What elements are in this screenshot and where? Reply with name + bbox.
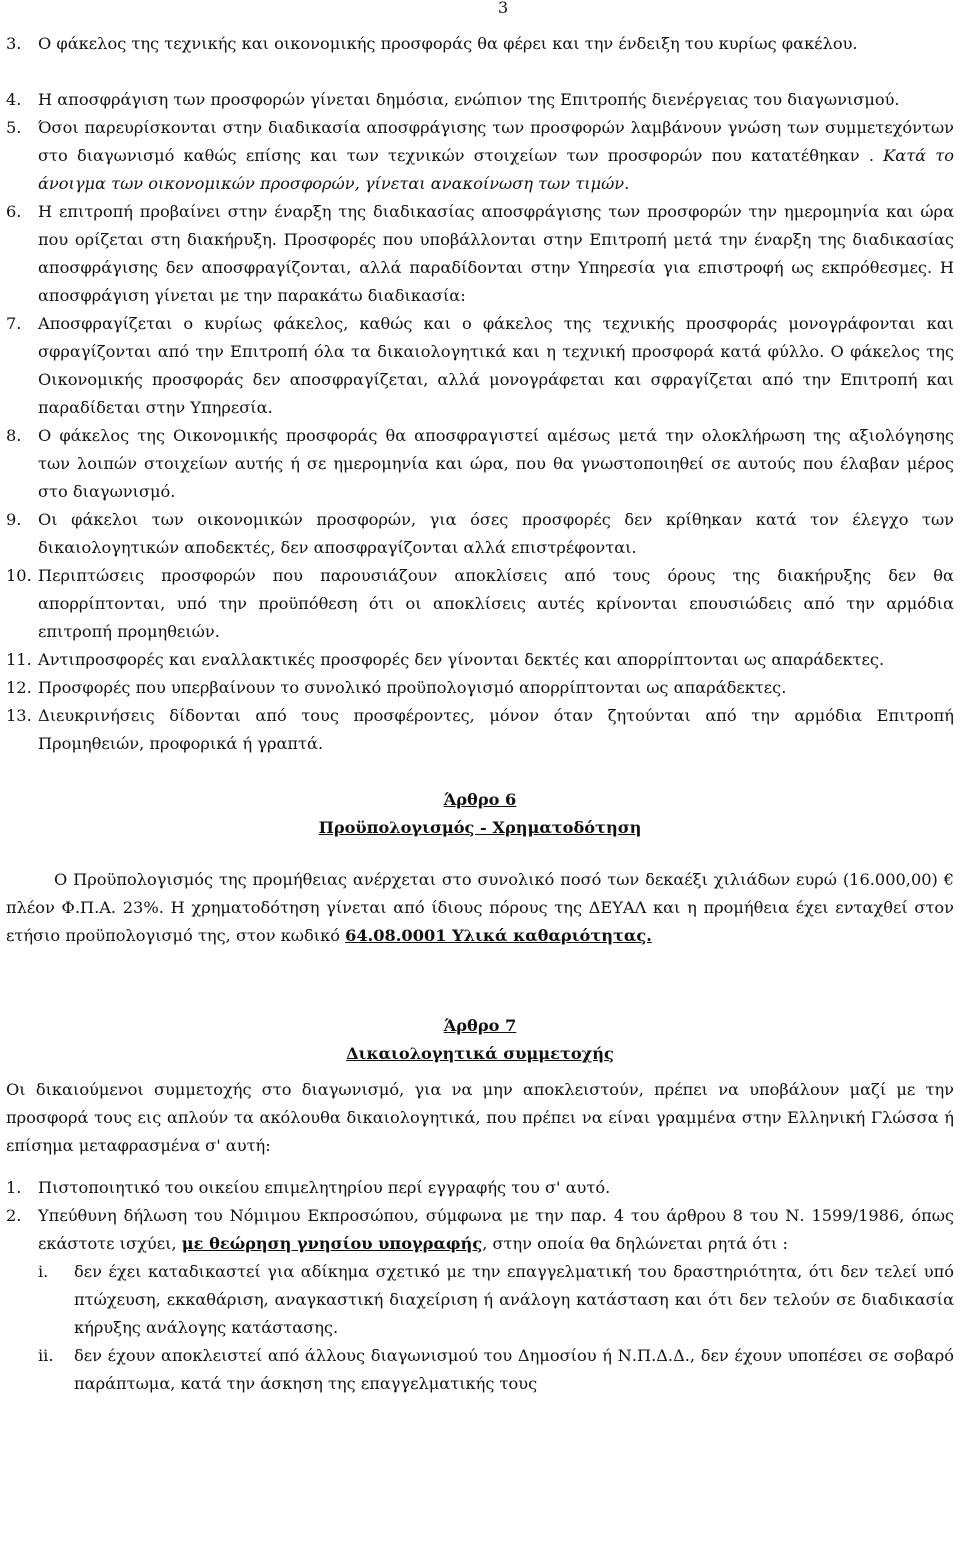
document-body [6,30,954,1398]
article-6-title: Άρθρο 6 [443,790,517,809]
list-item: 5. Όσοι παρευρίσκονται στην διαδικασία αποσφράγισης των προσφορών λαμβάνουν γνώση των συμμετεχόντων στο διαγωνισμό καθώς επίσης και των τεχνικών στοιχείων των προσφορών που κατατέθηκαν . Κατά το άνοιγμα των οικονομικών προσφορών, γίνεται ανακοίνωση των τιμών. [6,118,954,193]
article-7-title: Άρθρο 7 [443,1016,517,1035]
list-item: 9. Οι φάκελοι των οικονομικών προσφορών, για όσες προσφορές δεν κρίθηκαν κατά τον έλεγχο των δικαιολογητικών αποδεκτές, δεν αποσφραγίζονται αλλά επιστρέφονται. [6,510,954,557]
list-item: 7. Αποσφραγίζεται ο κυρίως φάκελος, καθώς και ο φάκελος της τεχνικής προσφοράς μονογράφονται και σφραγίζονται από την Επιτροπή όλα τα δικαιολογητικά και η τεχνική προσφορά κατά φύλλο. Ο φάκελος της Οικονομικής προσφοράς δεν αποσφραγίζεται, αλλά μονογράφεται και σφραγίζεται από την Επιτροπή και παραδίδεται στην Υπηρεσία. [6,314,954,417]
list-item: 3. Ο φάκελος της τεχνικής και οικονομικής προσφοράς θα φέρει και την ένδειξη του κυρίως φακέλου. [6,34,858,53]
article-7-subtitle: Δικαιολογητικά συμμετοχής [346,1044,614,1063]
list-item: 1. Πιστοποιητικό του οικείου επιμελητηρίου περί εγγραφής του σ' αυτό. [6,1178,611,1197]
list-item: 6. Η επιτροπή προβαίνει στην έναρξη της διαδικασίας αποσφράγισης των προσφορών την ημερομηνία και ώρα που ορίζεται στη διακήρυξη. Προσφορές που υποβάλλονται στην Επιτροπή μετά την έναρξη της διαδικασίας αποσφράγισης δεν αποσφραγίζονται, αλλά παραδίδονται στην Υπηρεσία για επιστροφή ως εκπρόθεσμες. Η αποσφράγιση γίνεται με την παρακάτω διαδικασία: [6,202,954,305]
list-item: 11. Αντιπροσφορές και εναλλακτικές προσφορές δεν γίνονται δεκτές και απορρίπτονται ως απαράδεκτες. [6,650,885,669]
declaration-sublist [6,1258,954,1398]
budget-code: 64.08.0001 Υλικά καθαριότητας. [345,926,652,945]
documents-list [6,1174,954,1258]
list-item: i. δεν έχει καταδικαστεί για αδίκημα σχετικό με την επαγγελματική του δραστηριότητα, ότι δεν τελεί υπό πτώχευση, εκκαθάριση, αναγκαστική διαχείριση ή ανάλογη κατάσταση και ότι δεν τελούν σε διαδικασία κήρυξης ανάλογης κατάστασης. [38,1262,954,1337]
article-7-intro: Οι δικαιούμενοι συμμετοχής στο διαγωνισμό, για να μην αποκλειστούν, πρέπει να υποβάλουν μαζί με την προσφορά τους εις απλούν τα ακόλουθα δικαιολογητικά, που πρέπει να είναι γραμμένα στην Ελληνική Γλώσσα ή επίσημα μεταφρασμένα σ' αυτή: [6,1080,954,1155]
list-item: 10. Περιπτώσεις προσφορών που παρουσιάζουν αποκλίσεις από τους όρους της διακήρυξης δεν θα απορρίπτονται, υπό την προϋπόθεση ότι οι αποκλίσεις αυτές κρίνονται επουσιώδεις από την αρμόδια επιτροπή προμηθειών. [6,566,954,641]
signature-requirement: με θεώρηση γνησίου υπογραφής [181,1234,483,1253]
list-item: 4. Η αποσφράγιση των προσφορών γίνεται δημόσια, ενώπιον της Επιτροπής διενέργειας του διαγωνισμού. [6,90,900,109]
article-6-subtitle: Προϋπολογισμός - Χρηματοδότηση [318,818,642,837]
list-item: 8. Ο φάκελος της Οικονομικής προσφοράς θα αποσφραγιστεί αμέσως μετά την ολοκλήρωση της αξιολόγησης των λοιπών στοιχείων αυτής ή σε ημερομηνία και ώρα, που θα γνωστοποιηθεί σε αυτούς που έλαβαν μέρος στο διαγωνισμό. [6,426,954,501]
procedure-list [6,30,954,758]
page-number: 3 [498,0,509,17]
list-item: 12. Προσφορές που υπερβαίνουν το συνολικό προϋπολογισμό απορρίπτονται ως απαράδεκτες. [6,678,787,697]
article-6-body: Ο Προϋπολογισμός της προμήθειας ανέρχεται στο συνολικό ποσό των δεκαέξι χιλιάδων ευρώ (16.000,00) € πλέον Φ.Π.Α. 23%. Η χρηματοδότηση γίνεται από ίδιους πόρους της ΔΕΥΑΛ και η προμήθεια έχει ενταχθεί στον ετήσιο προϋπολογισμό της, στον κωδικό 64.08.0001 Υλικά καθαριότητας. [6,870,954,945]
list-item: 13. Διευκρινήσεις δίδονται από τους προσφέροντες, μόνον όταν ζητούνται από την αρμόδια Επιτροπή Προμηθειών, προφορικά ή γραπτά. [6,706,954,753]
list-item: 2. Υπεύθυνη δήλωση του Νόμιμου Εκπροσώπου, σύμφωνα με την παρ. 4 του άρθρου 8 του Ν. 1599/1986, όπως εκάστοτε ισχύει, με θεώρηση γνησίου υπογραφής, στην οποία θα δηλώνεται ρητά ότι : [6,1206,954,1253]
list-item: ii. δεν έχουν αποκλειστεί από άλλους διαγωνισμού του Δημοσίου ή Ν.Π.Δ.Δ., δεν έχουν υποπέσει σε σοβαρό παράπτωμα, κατά την άσκηση της επαγγελματικής τους [38,1346,954,1393]
